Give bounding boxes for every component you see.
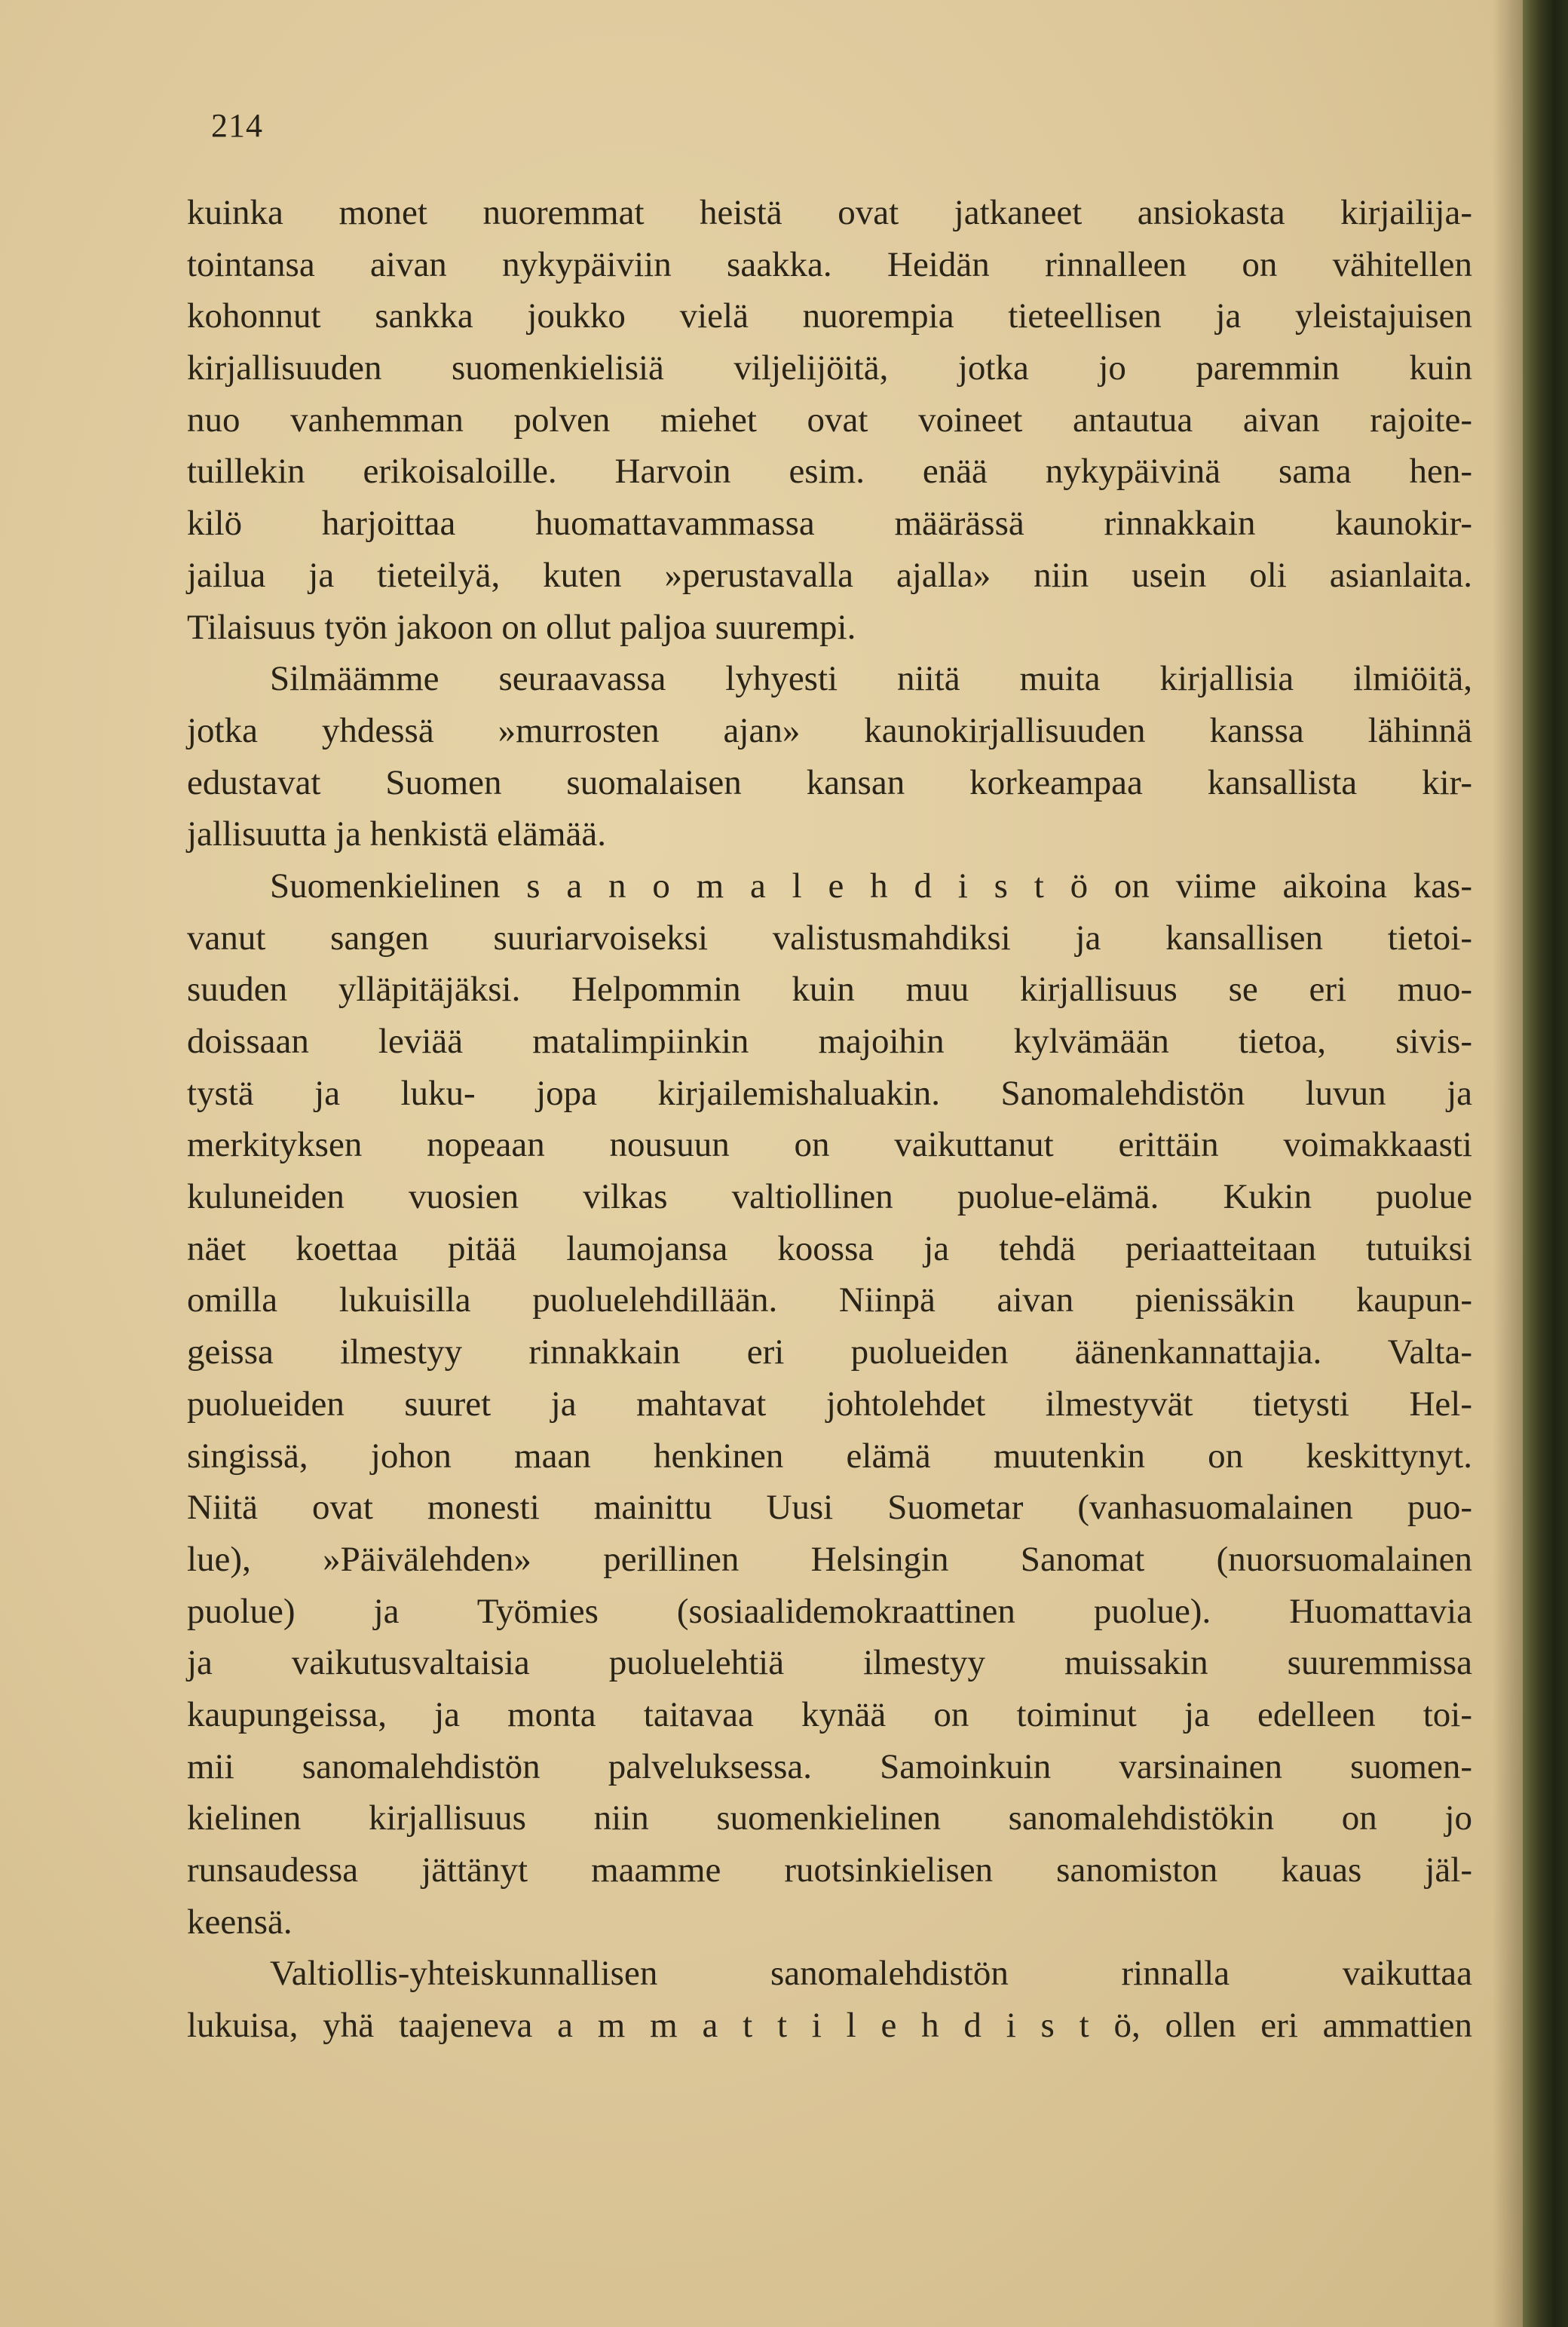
text-line: puolue) ja Työmies (sosiaalidemokraattinen puolue). Huomattavia bbox=[187, 1591, 1472, 1631]
text-line: vanut sangen suuriarvoiseksi valistusmahdiksi ja kansallisen tietoi- bbox=[187, 918, 1472, 958]
text-line: kohonnut sankka joukko vielä nuorempia tieteellisen ja yleistajuisen bbox=[187, 296, 1472, 336]
text-line: singissä, johon maan henkinen elämä muutenkin on keskittynyt. bbox=[187, 1436, 1472, 1476]
text-line: kielinen kirjallisuus niin suomenkielinen sanomalehdistökin on jo bbox=[187, 1798, 1472, 1838]
text-line: mii sanomalehdistön palveluksessa. Samoinkuin varsinainen suomen- bbox=[187, 1746, 1472, 1786]
text-line: tystä ja luku- jopa kirjailemishaluakin. Sanomalehdistön luvun ja bbox=[187, 1073, 1472, 1113]
text-line: Suomenkielinen s a n o m a l e h d i s t ö on viime aikoina kas- bbox=[270, 866, 1472, 906]
text-line: runsaudessa jättänyt maamme ruotsinkielisen sanomiston kauas jäl- bbox=[187, 1850, 1472, 1890]
book-binding-edge bbox=[1523, 0, 1568, 2327]
text-line: lukuisa, yhä taajeneva a m m a t t i l e h d i s t ö, ollen eri ammattien bbox=[187, 2006, 1472, 2046]
page-gutter-shadow bbox=[1493, 0, 1523, 2327]
text-line: edustavat Suomen suomalaisen kansan korkeampaa kansallista kir- bbox=[187, 762, 1472, 802]
text-line: Valtiollis-yhteiskunnallisen sanomalehdistön rinnalla vaikuttaa bbox=[270, 1954, 1472, 1994]
text-line: doissaan leviää matalimpiinkin majoihin kylvämään tietoa, sivis- bbox=[187, 1022, 1472, 1061]
text-line: Tilaisuus työn jakoon on ollut paljoa suurempi. bbox=[187, 607, 856, 647]
text-line: Niitä ovat monesti mainittu Uusi Suometar (vanhasuomalainen puo- bbox=[187, 1488, 1472, 1528]
text-line: jotka yhdessä »murrosten ajan» kaunokirjallisuuden kanssa lähinnä bbox=[187, 710, 1472, 750]
text-line: omilla lukuisilla puoluelehdillään. Niinpä aivan pienissäkin kaupun- bbox=[187, 1280, 1472, 1320]
text-line: kuinka monet nuoremmat heistä ovat jatkaneet ansiokasta kirjailija- bbox=[187, 193, 1472, 232]
text-line: nuo vanhemman polven miehet ovat voineet antautua aivan rajoite- bbox=[187, 400, 1472, 440]
text-line: geissa ilmestyy rinnakkain eri puolueiden äänenkannattajia. Valta- bbox=[187, 1332, 1472, 1372]
text-line: kilö harjoittaa huomattavammassa määrässä rinnakkain kaunokir- bbox=[187, 504, 1472, 544]
text-line: kaupungeissa, ja monta taitavaa kynää on toiminut ja edelleen toi- bbox=[187, 1694, 1472, 1734]
text-line: merkityksen nopeaan nousuun on vaikuttanut erittäin voimakkaasti bbox=[187, 1125, 1472, 1165]
text-line: jailua ja tieteilyä, kuten »perustavalla ajalla» niin usein oli asianlaita. bbox=[187, 555, 1472, 595]
text-line: tuillekin erikoisaloille. Harvoin esim. enää nykypäivinä sama hen- bbox=[187, 452, 1472, 492]
text-line: näet koettaa pitää laumojansa koossa ja tehdä periaatteitaan tutuiksi bbox=[187, 1228, 1472, 1268]
text-line: tointansa aivan nykypäiviin saakka. Heidän rinnalleen on vähitellen bbox=[187, 244, 1472, 284]
text-line: keensä. bbox=[187, 1902, 292, 1942]
text-line: suuden ylläpitäjäksi. Helpommin kuin muu kirjallisuus se eri muo- bbox=[187, 970, 1472, 1010]
body-text bbox=[187, 187, 1472, 2052]
text-line: Silmäämme seuraavassa lyhyesti niitä muita kirjallisia ilmiöitä, bbox=[270, 659, 1472, 699]
text-line: kuluneiden vuosien vilkas valtiollinen puolue-elämä. Kukin puolue bbox=[187, 1177, 1472, 1217]
page-number: 214 bbox=[211, 107, 263, 144]
text-line: kirjallisuuden suomenkielisiä viljelijöitä, jotka jo paremmin kuin bbox=[187, 348, 1472, 388]
text-line: jallisuutta ja henkistä elämää. bbox=[187, 814, 606, 854]
text-line: lue), »Päivälehden» perillinen Helsingin Sanomat (nuorsuomalainen bbox=[187, 1539, 1472, 1579]
text-line: ja vaikutusvaltaisia puoluelehtiä ilmestyy muissakin suuremmissa bbox=[187, 1643, 1472, 1683]
text-line: puolueiden suuret ja mahtavat johtolehdet ilmestyvät tietysti Hel- bbox=[187, 1384, 1472, 1424]
